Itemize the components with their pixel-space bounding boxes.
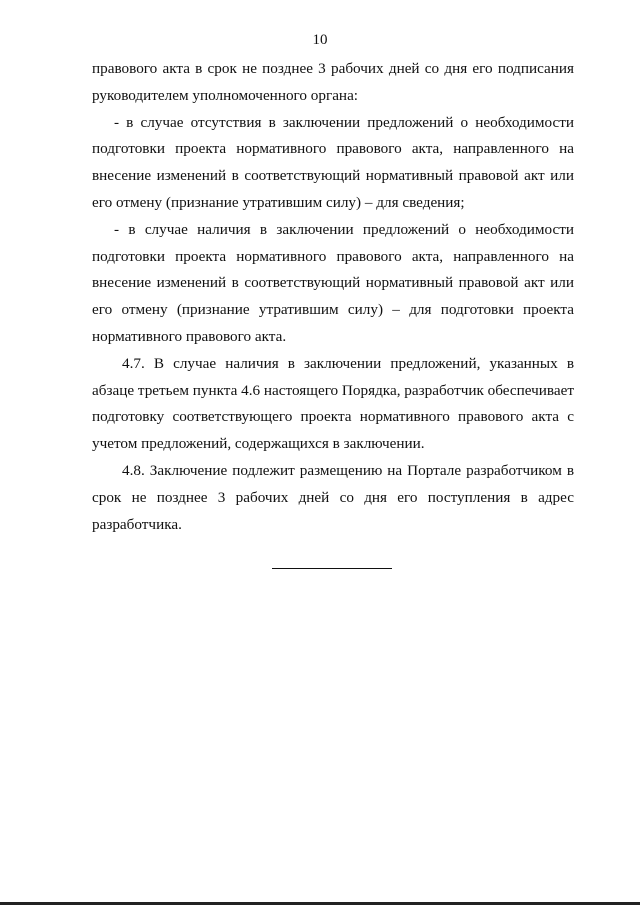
paragraph-continuation: правового акта в срок не позднее 3 рабочих дней со дня его подписания руководителем уполномоченного органа: (92, 60, 574, 104)
closing-divider (272, 568, 392, 569)
document-body (92, 56, 574, 538)
paragraph-bullet-presence: - в случае наличия в заключении предложений о необходимости подготовки проекта нормативного правового акта, направленного на внесение изменений в соответствующий нормативный правовой акт или его отмену (признание утратившим силу) – для подготовки проекта нормативного правового акта. (92, 220, 574, 345)
paragraph-clause-4-8: 4.8. Заключение подлежит размещению на Портале разработчиком в срок не позднее 3 рабочих дней со дня его поступления в адрес разработчика. (92, 461, 574, 533)
paragraph-bullet-absence: - в случае отсутствия в заключении предложений о необходимости подготовки проекта нормативного правового акта, направленного на внесение изменений в соответствующий нормативный правовой акт или его отмену (признание утратившим силу) – для сведения; (92, 113, 574, 211)
page-number: 10 (312, 32, 328, 48)
paragraph-clause-4-7: 4.7. В случае наличия в заключении предложений, указанных в абзаце третьем пункта 4.6 настоящего Порядка, разработчик обеспечивает подготовку соответствующего проекта нормативного правового акта с учетом предложений, содержащихся в заключении. (92, 354, 574, 453)
